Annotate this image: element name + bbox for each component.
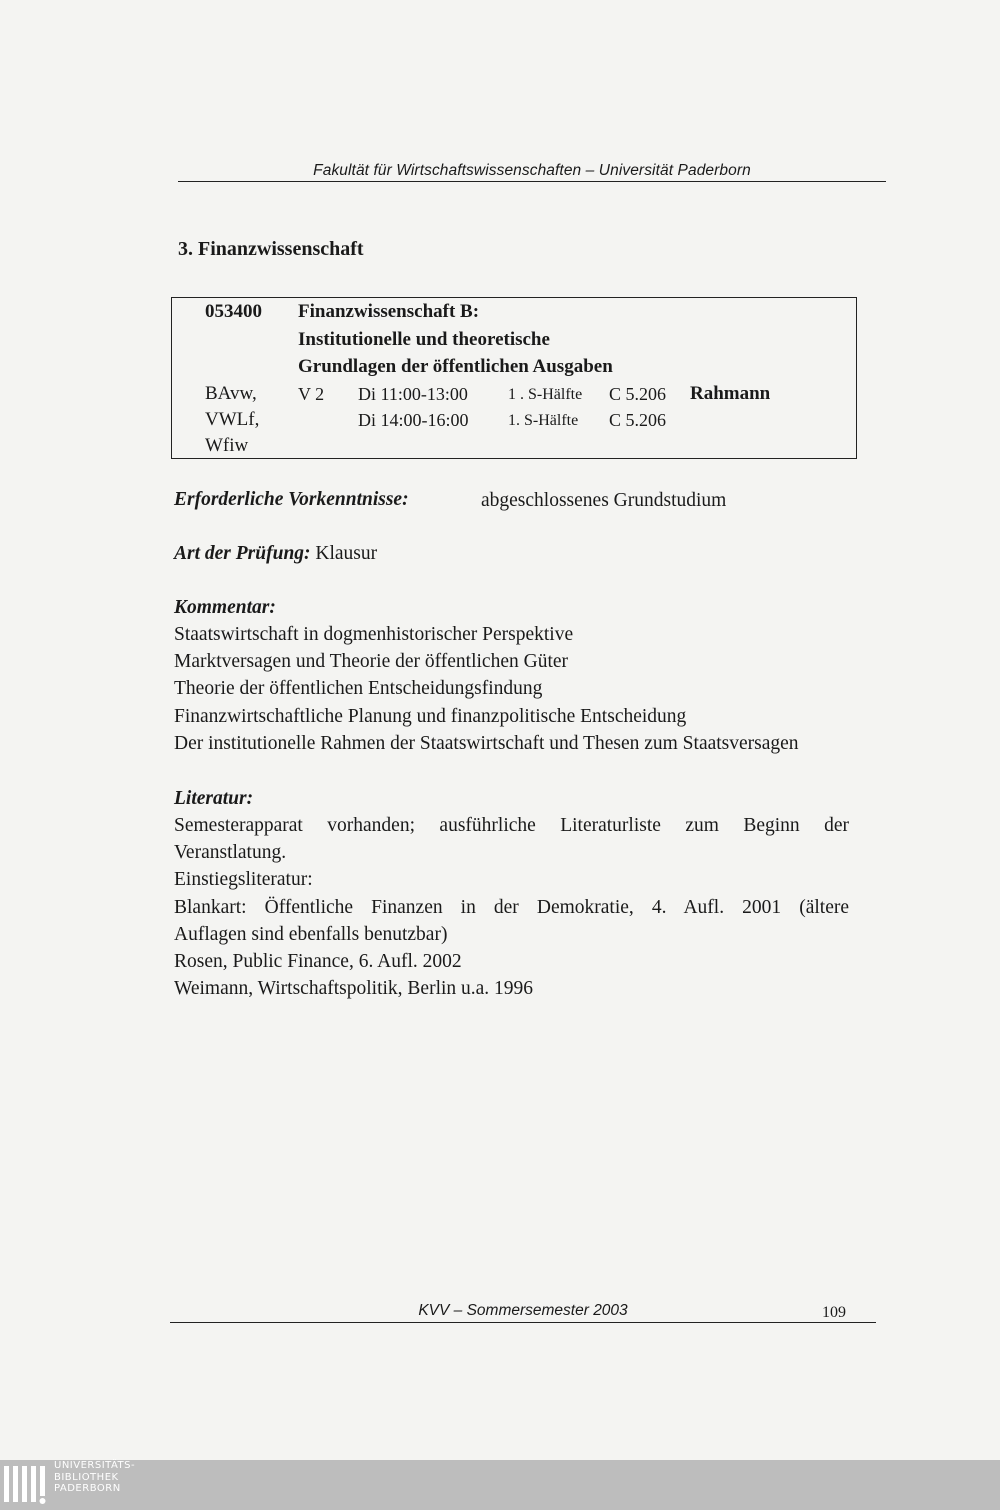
literature-blankart-line-1: Blankart: Öffentliche Finanzen in der Demokratie, 4. Aufl. 2001 (ältere <box>174 897 849 918</box>
course-type: V 2 <box>298 384 325 404</box>
footer-text: KVV – Sommersemester 2003 <box>418 1302 628 1319</box>
comment-line-4: Finanzwirtschaftliche Planung und finanzpolitische Entscheidung <box>174 706 687 727</box>
library-line-3: PADERBORN <box>54 1483 121 1494</box>
literature-intro-line-2: Veranstlatung. <box>174 842 287 863</box>
session-1-half: 1 . S-Hälfte <box>508 386 583 403</box>
comment-line-1: Staatswirtschaft in dogmenhistorischer Perspektive <box>174 624 574 645</box>
literature-entry-label: Einstiegsliteratur: <box>174 869 313 890</box>
session-1-room: C 5.206 <box>609 384 667 404</box>
program-wfiw: Wfiw <box>205 435 249 456</box>
comment-line-5: Der institutionelle Rahmen der Staatswirtschaft und Thesen zum Staatsversagen <box>174 733 799 754</box>
literature-intro-line-1: Semesterapparat vorhanden; ausführliche Literaturliste zum Beginn der <box>174 815 849 836</box>
prerequisites-value: abgeschlossenes Grundstudium <box>481 490 727 511</box>
session-2-half: 1. S-Hälfte <box>508 412 579 429</box>
program-bavw: BAvw, <box>205 383 257 404</box>
course-title-line-2: Institutionelle und theoretische <box>298 329 550 350</box>
literature-blankart-line-2: Auflagen sind ebenfalls benutzbar) <box>174 924 448 945</box>
exam-value: Klausur <box>315 543 378 564</box>
literature-rosen: Rosen, Public Finance, 6. Aufl. 2002 <box>174 951 462 972</box>
prerequisites-label: Erforderliche Vorkenntnisse: <box>174 489 409 510</box>
library-name <box>54 1460 135 1495</box>
header-text: Fakultät für Wirtschaftswissenschaften – Universität Paderborn <box>313 162 751 179</box>
comment-label: Kommentar: <box>174 597 276 618</box>
comment-line-3: Theorie der öffentlichen Entscheidungsfindung <box>174 678 543 699</box>
session-2-time: Di 14:00-16:00 <box>358 410 469 430</box>
literature-weimann: Weimann, Wirtschaftspolitik, Berlin u.a. 1996 <box>174 978 534 999</box>
program-vwlf: VWLf, <box>205 409 260 430</box>
library-logo-icon <box>4 1464 50 1506</box>
course-number: 053400 <box>205 301 262 322</box>
library-line-1: UNIVERSITÄTS- <box>54 1460 136 1471</box>
library-line-2: BIBLIOTHEK <box>54 1471 119 1483</box>
course-title-line-1: Finanzwissenschaft B: <box>298 301 480 322</box>
section-title: 3. Finanzwissenschaft <box>178 238 364 260</box>
literature-label: Literatur: <box>174 788 254 809</box>
page-number: 109 <box>822 1304 846 1321</box>
course-box <box>171 297 857 459</box>
exam-label: Art der Prüfung: <box>174 543 311 564</box>
lecturer-name: Rahmann <box>690 383 771 404</box>
session-1-time: Di 11:00-13:00 <box>358 384 468 404</box>
course-title-line-3: Grundlagen der öffentlichen Ausgaben <box>298 356 613 377</box>
comment-line-2: Marktversagen und Theorie der öffentlichen Güter <box>174 651 569 672</box>
library-bar <box>0 1460 1000 1510</box>
session-2-room: C 5.206 <box>609 410 667 430</box>
page-footer <box>170 1302 876 1323</box>
exam-line <box>174 543 377 565</box>
page-header <box>178 162 886 182</box>
